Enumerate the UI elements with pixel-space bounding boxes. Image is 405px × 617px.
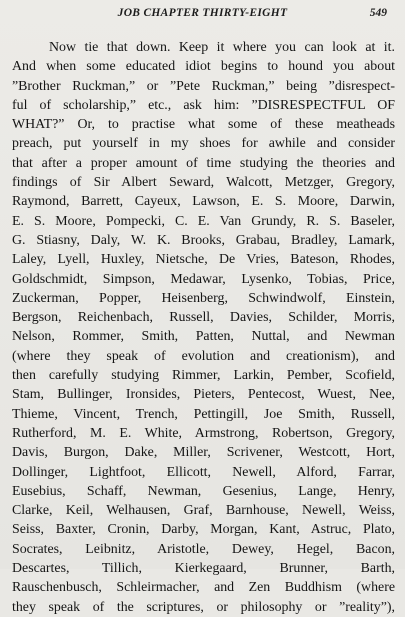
text-line: And when some educated idiot begins to hound you about: [12, 59, 395, 75]
text-line: Davis, Burgon, Dake, Miller, Scrivener, Westcott, Hort,: [12, 445, 395, 461]
text-line: then carefully studying Rimmer, Larkin, Pember, Scofield,: [12, 368, 395, 384]
text-line: Socrates, Leibnitz, Aristotle, Dewey, Hegel, Bacon,: [12, 541, 395, 557]
text-line: Goldschmidt, Simpson, Medawar, Lysenko, Tobias, Price,: [12, 271, 395, 287]
text-line: Eusebius, Schaff, Newman, Gesenius, Lange, Henry,: [12, 483, 395, 499]
body-paragraph: [12, 38, 395, 617]
text-line: Laley, Lyell, Huxley, Nietsche, De Vries, Bateson, Rhodes,: [12, 252, 395, 268]
text-line: preach, put yourself in my shoes for awhile and consider: [12, 136, 395, 152]
text-line: findings of Sir Albert Seward, Walcott, Metzger, Gregory,: [12, 175, 395, 191]
page-number: 549: [369, 7, 387, 19]
text-line: Stam, Bullinger, Ironsides, Pieters, Pentecost, Wuest, Nee,: [12, 387, 395, 403]
text-line: Bergson, Reichenbach, Russell, Davies, Schilder, Morris,: [12, 310, 395, 326]
text-line: Seiss, Baxter, Cronin, Darby, Morgan, Kant, Astruc, Plato,: [12, 522, 395, 538]
text-line: Thieme, Vincent, Trench, Pettingill, Joe Smith, Russell,: [12, 406, 395, 422]
text-line: Nelson, Rommer, Smith, Patten, Nuttal, and Newman: [12, 329, 395, 345]
text-line: that after a proper amount of time studying the theories and: [12, 155, 395, 171]
text-line: Dollinger, Lightfoot, Ellicott, Newell, Alford, Farrar,: [12, 464, 395, 480]
text-line: G. Stiasny, Daly, W. K. Brooks, Grabau, Bradley, Lamark,: [12, 232, 395, 248]
text-line: Clarke, Keil, Welhausen, Graf, Barnhouse, Newell, Weiss,: [12, 503, 395, 519]
text-line: ”Brother Ruckman,” or ”Pete Ruckman,” being ”disrespect-: [12, 78, 395, 94]
text-line: they speak of the scriptures, or philosophy or ”reality”),: [12, 599, 395, 615]
running-header: [14, 7, 391, 23]
text-line: Descartes, Tillich, Kierkegaard, Brunner, Barth,: [12, 561, 395, 577]
chapter-title: JOB CHAPTER THIRTY-EIGHT: [117, 7, 288, 19]
text-line: ful of scholarship,” etc., ask him: ”DISRESPECTFUL OF: [12, 97, 395, 113]
text-line: E. S. Moore, Pompecki, C. E. Van Grundy, R. S. Baseler,: [12, 213, 395, 229]
text-line: (where they speak of evolution and creationism), and: [12, 348, 395, 364]
text-line: Now tie that down. Keep it where you can look at it.: [49, 40, 395, 55]
text-line: WHAT?” Or, to practise what some of these meatheads: [12, 117, 395, 133]
text-line: Zuckerman, Popper, Heisenberg, Schwindwolf, Einstein,: [12, 290, 395, 306]
text-line: Raymond, Barrett, Cayeux, Lawson, E. S. Moore, Darwin,: [12, 194, 395, 210]
text-line: Rauschenbusch, Schleirmacher, and Zen Buddhism (where: [12, 580, 395, 596]
text-line: Rutherford, M. E. White, Armstrong, Robertson, Gregory,: [12, 425, 395, 441]
